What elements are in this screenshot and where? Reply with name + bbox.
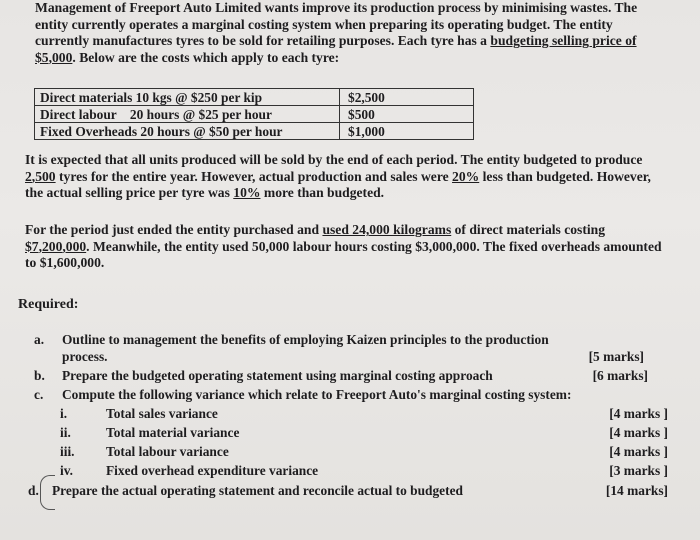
cost-label: Fixed Overheads 20 hours @ $50 per hour [35, 123, 340, 140]
item-marks: [4 marks ] [609, 425, 668, 440]
requirement-d [28, 483, 674, 501]
item-marks: [3 marks ] [609, 463, 668, 478]
requirement-text: process. [62, 349, 108, 364]
table-row [35, 106, 474, 123]
cost-amount: $500 [340, 106, 474, 123]
budget-paragraph [25, 152, 665, 202]
required-heading: Required: [18, 297, 79, 312]
intro-text: Management of Freeport Auto Limited wants improve its production process by minimising wastes. The entity currently operates a marginal costing system when preparing its operating budget. The entity currently manufactures tyres to be sold for retailing purposes. Each tyre has a [35, 0, 638, 48]
budget-text: more than budgeted. [260, 185, 385, 200]
intro-paragraph [35, 0, 665, 66]
requirement-letter: c. [34, 387, 44, 402]
item-marks: [4 marks ] [609, 406, 668, 421]
actuals-paragraph [25, 222, 665, 272]
requirement-text: Outline to management the benefits of employing Kaizen principles to the production [62, 332, 549, 347]
item-text: Fixed overhead expenditure variance [106, 463, 319, 478]
requirement-c-i [34, 406, 674, 424]
item-marks: [4 marks ] [609, 444, 668, 459]
budget-units-underlined: 2,500 [25, 168, 56, 184]
materials-cost-underlined: $7,200,000 [25, 238, 87, 254]
cost-label: Direct materials 10 kgs @ $250 per kip [35, 89, 340, 106]
intro-text-end: . Below are the costs which apply to each tyre: [72, 49, 340, 65]
actuals-text: of direct materials costing [451, 222, 606, 237]
budget-text: less than budgeted. However, the actual selling price per tyre was [25, 168, 651, 200]
table-row [35, 123, 474, 140]
selling-price-underlined: budgeting selling price of $5,000 [35, 33, 637, 65]
actuals-text: For the period just ended the entity purchased and [25, 222, 323, 237]
requirement-b [34, 368, 674, 386]
item-number: i. [60, 406, 68, 421]
cost-amount: $1,000 [340, 123, 474, 140]
requirement-letter: a. [34, 332, 45, 347]
requirement-a [34, 332, 674, 350]
requirement-letter: d. [28, 483, 39, 498]
requirement-text: Compute the following variance which relate to Freeport Auto's marginal costing system: [62, 387, 572, 402]
requirement-c-ii [34, 425, 674, 443]
requirement-letter: b. [34, 368, 45, 383]
item-number: iii. [60, 444, 75, 459]
requirement-marks: [5 marks] [588, 349, 644, 364]
requirement-c [34, 387, 674, 405]
item-text: Total material variance [106, 425, 240, 440]
actuals-text: . Meanwhile, the entity used 50,000 labour hours costing $3,000,000. The fixed overheads amounted to $1,600,000. [25, 238, 662, 270]
cost-label: Direct labour 20 hours @ $25 per hour [35, 106, 340, 123]
requirement-a-cont [34, 349, 674, 367]
budget-text: It is expected that all units produced will be sold by the end of each period. The entity budgeted to produce [25, 152, 643, 167]
requirement-c-iii [34, 444, 674, 462]
production-pct-underlined: 20% [452, 168, 480, 184]
item-text: Total sales variance [106, 406, 218, 421]
requirement-c-iv [34, 463, 674, 481]
item-text: Total labour variance [106, 444, 229, 459]
materials-used-underlined: used 24,000 kilograms [322, 222, 452, 237]
item-number: ii. [60, 425, 71, 440]
cost-amount: $2,500 [340, 89, 474, 106]
requirement-marks: [6 marks] [592, 368, 648, 383]
requirement-text: Prepare the actual operating statement and reconcile actual to budgeted [52, 483, 463, 498]
cost-table [34, 88, 474, 140]
price-pct-underlined: 10% [233, 185, 261, 200]
requirement-marks: [14 marks] [605, 483, 668, 498]
table-row [35, 89, 474, 106]
budget-text: tyres for the entire year. However, actual production and sales were [55, 168, 453, 184]
requirement-text: Prepare the budgeted operating statement using marginal costing approach [62, 368, 493, 383]
item-number: iv. [60, 463, 74, 478]
